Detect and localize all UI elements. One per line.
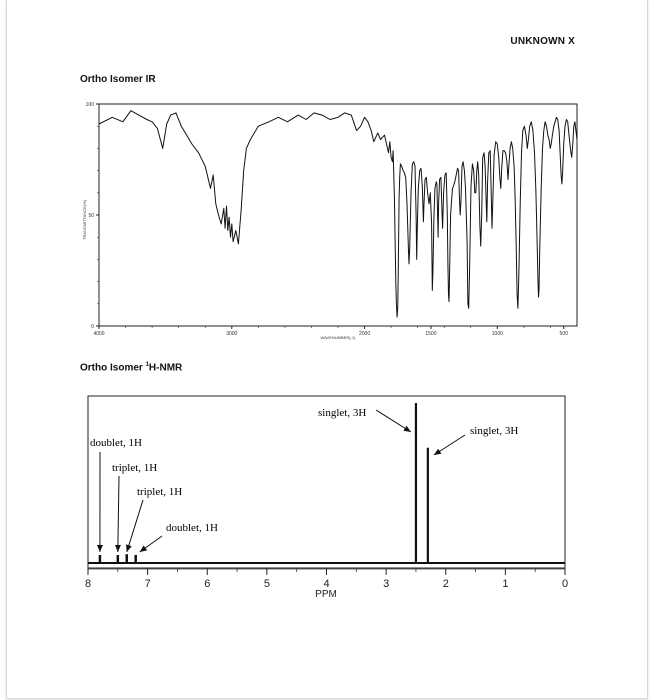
annotation-singlet-3h-a: singlet, 3H (318, 407, 367, 419)
nmr-x-axis-label: PPM (315, 589, 337, 600)
ir-x-axis-label: WAVENUMBER(-1) (320, 335, 356, 340)
nmr-plot-frame (88, 396, 565, 568)
ir-y-axis-label: TRANSMITTANCE(%) (82, 200, 87, 240)
nmr-annotation-arrowhead (115, 545, 121, 552)
nmr-annotation-arrow (118, 476, 119, 552)
ir-y-tick-label: 100 (85, 102, 94, 108)
nmr-x-tick-label: 2 (442, 578, 449, 590)
ir-x-tick-label: 1500 (425, 331, 437, 337)
ir-x-tick-label: 1000 (491, 331, 503, 337)
nmr-annotation-arrowhead (403, 426, 411, 432)
ir-y-tick-label: 50 (88, 213, 94, 219)
nmr-x-tick-label: 3 (383, 578, 390, 590)
nmr-title-suffix: H-NMR (148, 362, 183, 374)
nmr-x-tick-label: 6 (204, 578, 211, 590)
ir-x-tick-label: 4000 (93, 331, 105, 337)
annotation-doublet-1h-a: doublet, 1H (90, 437, 142, 449)
annotation-triplet-1h-a: triplet, 1H (112, 462, 158, 474)
nmr-x-tick-label: 4 (323, 578, 330, 590)
nmr-title-prefix: Ortho Isomer (80, 362, 146, 374)
nmr-peaks (100, 403, 428, 563)
annotation-doublet-1h-b: doublet, 1H (166, 522, 218, 534)
ir-section-title: Ortho Isomer IR (80, 74, 156, 85)
ir-x-tick-label: 3000 (226, 331, 238, 337)
nmr-x-tick-label: 8 (84, 578, 92, 590)
nmr-annotation-arrowhead (140, 545, 147, 552)
nmr-x-axis (85, 568, 568, 590)
ir-x-tick-label: 2000 (358, 331, 371, 337)
nmr-x-tick-label: 1 (502, 578, 509, 590)
ir-y-tick-label: 0 (91, 324, 94, 330)
document-header-label: UNKNOWN X (510, 36, 575, 47)
nmr-annotations (90, 407, 518, 534)
nmr-annotation-arrowhead (126, 544, 132, 552)
nmr-title-superscript: 1 (145, 362, 149, 368)
nmr-annotation-arrow (127, 500, 143, 552)
nmr-x-tick-label: 0 (561, 578, 569, 590)
nmr-x-tick-label: 5 (263, 578, 270, 590)
nmr-annotation-arrowhead (97, 545, 103, 552)
nmr-annotation-arrowhead (434, 449, 442, 455)
nmr-annotation-arrows (97, 410, 465, 552)
nmr-x-tick-label: 7 (144, 578, 151, 590)
ir-x-tick-label: 500 (559, 331, 568, 337)
annotation-triplet-1h-b: triplet, 1H (137, 486, 183, 498)
annotation-singlet-3h-b: singlet, 3H (470, 425, 519, 437)
